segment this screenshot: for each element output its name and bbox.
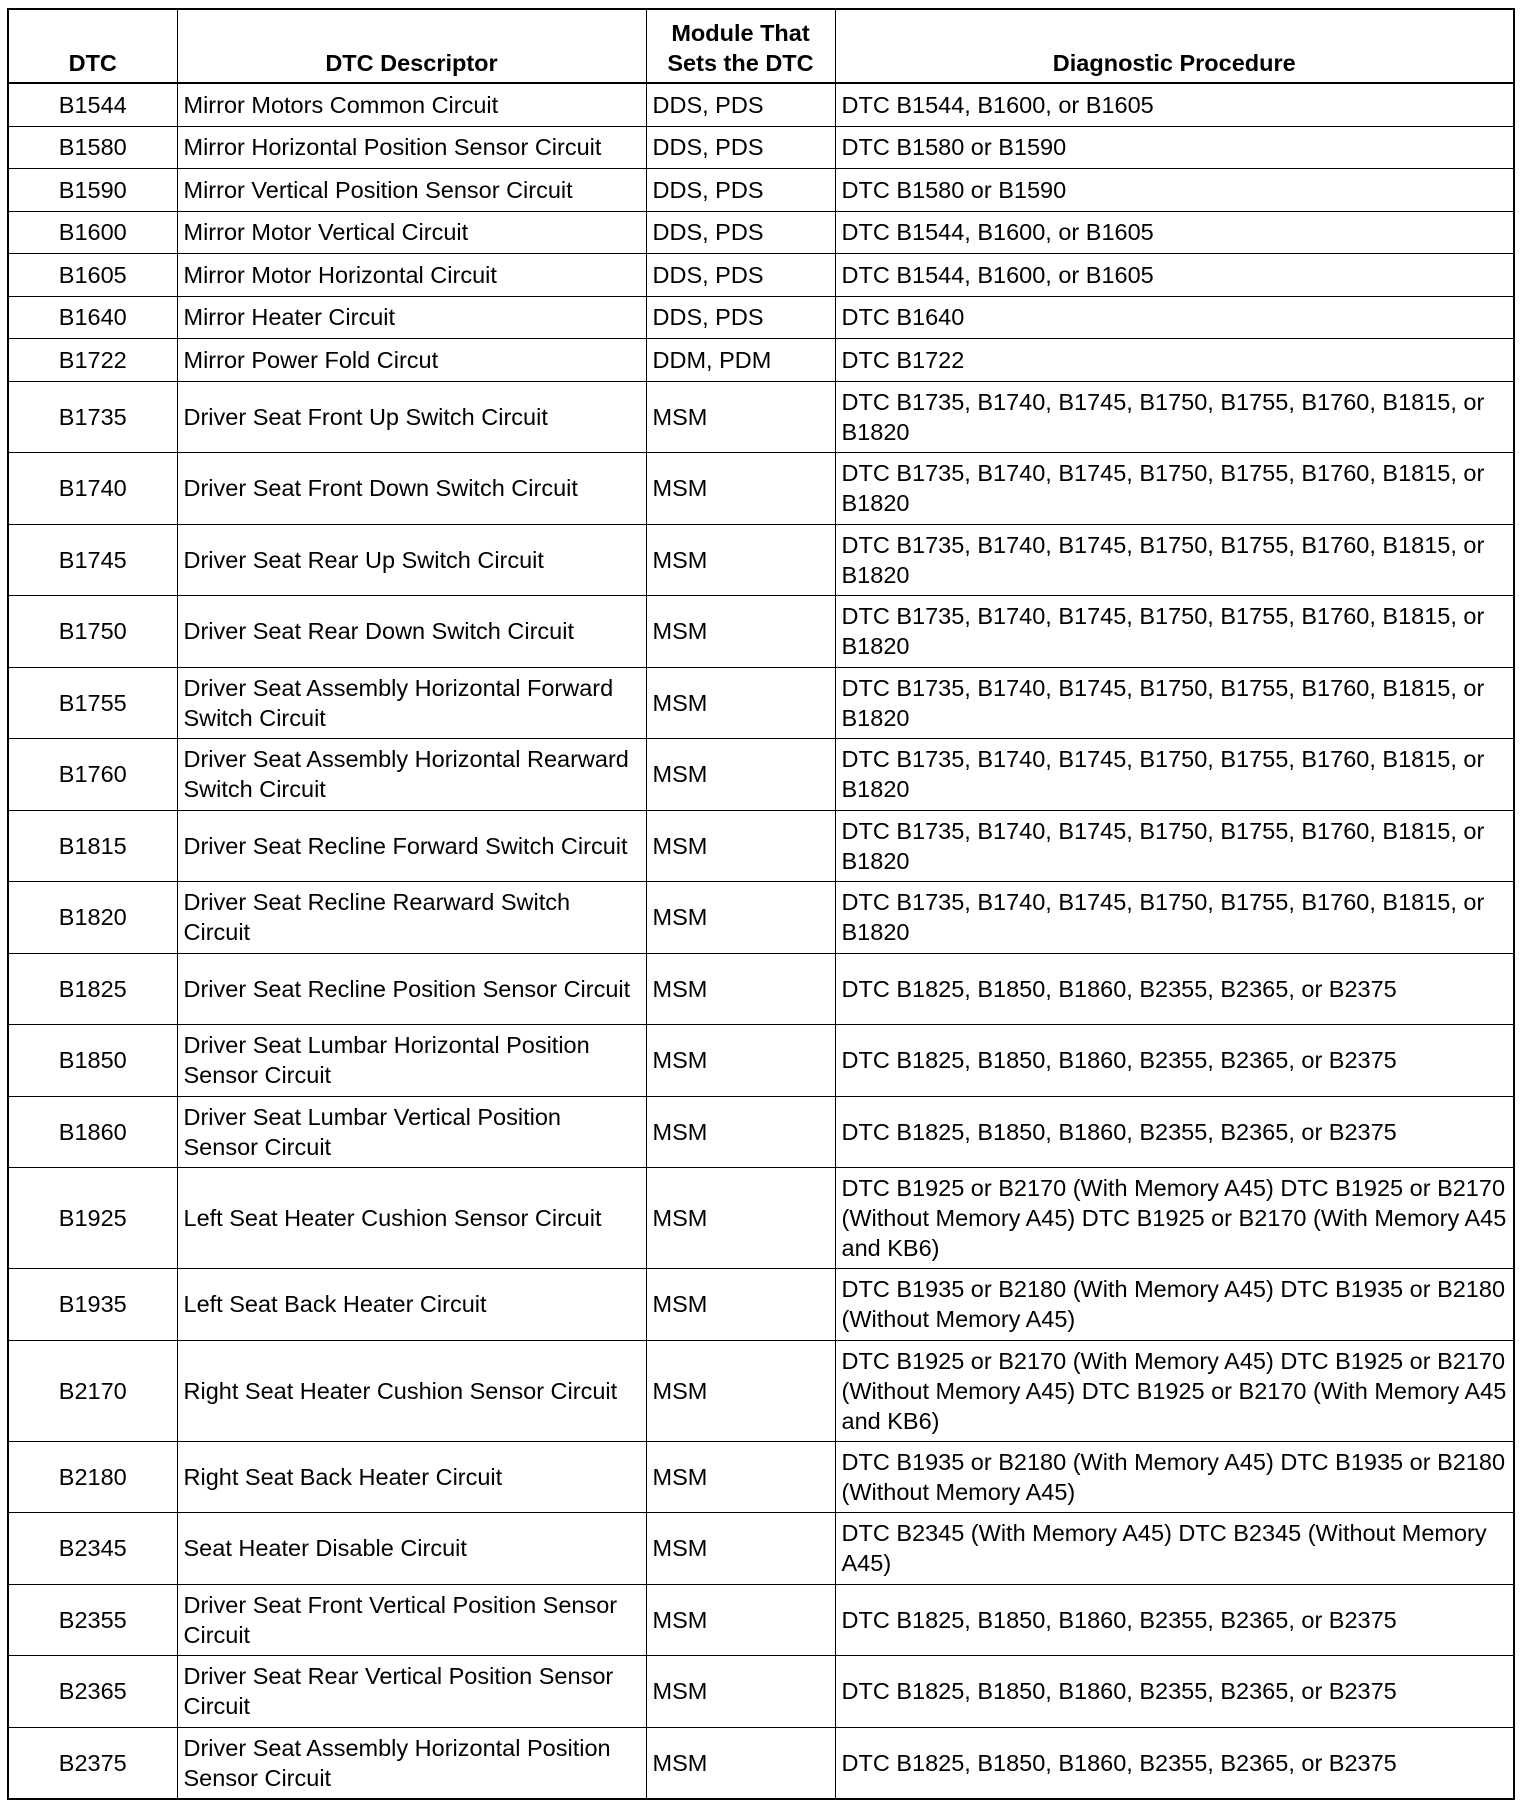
dtc-code-cell: B2180 bbox=[8, 1441, 177, 1513]
dtc-code-cell: B1735 bbox=[8, 381, 177, 453]
table-row bbox=[8, 1340, 1514, 1441]
module-cell: MSM bbox=[646, 596, 835, 668]
table-row bbox=[8, 211, 1514, 254]
diagnostic-procedure-cell: DTC B1735, B1740, B1745, B1750, B1755, B1760, B1815, or B1820 bbox=[835, 453, 1514, 525]
diagnostic-procedure-cell: DTC B1735, B1740, B1745, B1750, B1755, B1760, B1815, or B1820 bbox=[835, 739, 1514, 811]
table-row bbox=[8, 596, 1514, 668]
table-row bbox=[8, 1513, 1514, 1585]
dtc-descriptor-cell: Driver Seat Assembly Horizontal Rearward Switch Circuit bbox=[177, 739, 646, 811]
dtc-descriptor-cell: Right Seat Heater Cushion Sensor Circuit bbox=[177, 1340, 646, 1441]
diagnostic-procedure-cell: DTC B1825, B1850, B1860, B2355, B2365, or B2375 bbox=[835, 1025, 1514, 1097]
dtc-code-cell: B1590 bbox=[8, 169, 177, 212]
dtc-descriptor-cell: Driver Seat Lumbar Vertical Position Sensor Circuit bbox=[177, 1096, 646, 1168]
dtc-descriptor-cell: Mirror Vertical Position Sensor Circuit bbox=[177, 169, 646, 212]
diagnostic-procedure-cell: DTC B1825, B1850, B1860, B2355, B2365, or B2375 bbox=[835, 1656, 1514, 1728]
dtc-descriptor-cell: Mirror Horizontal Position Sensor Circuit bbox=[177, 126, 646, 169]
dtc-code-cell: B1760 bbox=[8, 739, 177, 811]
dtc-code-cell: B1820 bbox=[8, 882, 177, 954]
diagnostic-procedure-cell: DTC B1640 bbox=[835, 296, 1514, 339]
diagnostic-procedure-cell: DTC B1935 or B2180 (With Memory A45) DTC B1935 or B2180 (Without Memory A45) bbox=[835, 1269, 1514, 1341]
dtc-descriptor-cell: Driver Seat Rear Up Switch Circuit bbox=[177, 524, 646, 596]
table-row bbox=[8, 1168, 1514, 1269]
table-row bbox=[8, 1025, 1514, 1097]
dtc-code-cell: B1722 bbox=[8, 339, 177, 382]
header-descriptor bbox=[177, 9, 646, 83]
diagnostic-procedure-cell: DTC B1580 or B1590 bbox=[835, 126, 1514, 169]
dtc-descriptor-cell: Mirror Power Fold Circut bbox=[177, 339, 646, 382]
diagnostic-procedure-cell: DTC B1544, B1600, or B1605 bbox=[835, 254, 1514, 297]
dtc-code-cell: B1825 bbox=[8, 953, 177, 1025]
dtc-descriptor-cell: Driver Seat Recline Position Sensor Circuit bbox=[177, 953, 646, 1025]
module-cell: MSM bbox=[646, 453, 835, 525]
dtc-descriptor-cell: Mirror Motor Horizontal Circuit bbox=[177, 254, 646, 297]
table-row bbox=[8, 1584, 1514, 1656]
table-row bbox=[8, 1269, 1514, 1341]
dtc-code-cell: B1860 bbox=[8, 1096, 177, 1168]
dtc-descriptor-cell: Mirror Motors Common Circuit bbox=[177, 83, 646, 126]
dtc-code-cell: B2170 bbox=[8, 1340, 177, 1441]
dtc-descriptor-cell: Driver Seat Front Down Switch Circuit bbox=[177, 453, 646, 525]
dtc-table bbox=[7, 8, 1515, 1800]
dtc-code-cell: B1850 bbox=[8, 1025, 177, 1097]
dtc-code-cell: B1640 bbox=[8, 296, 177, 339]
header-module-line1: Module That bbox=[671, 20, 810, 46]
dtc-descriptor-cell: Driver Seat Assembly Horizontal Forward Switch Circuit bbox=[177, 667, 646, 739]
module-cell: MSM bbox=[646, 882, 835, 954]
module-cell: MSM bbox=[646, 1584, 835, 1656]
module-cell: MSM bbox=[646, 667, 835, 739]
header-procedure-label: Diagnostic Procedure bbox=[1052, 50, 1296, 76]
dtc-descriptor-cell: Left Seat Heater Cushion Sensor Circuit bbox=[177, 1168, 646, 1269]
module-cell: MSM bbox=[646, 1727, 835, 1799]
table-row bbox=[8, 1656, 1514, 1728]
dtc-code-cell: B1755 bbox=[8, 667, 177, 739]
dtc-descriptor-cell: Driver Seat Front Up Switch Circuit bbox=[177, 381, 646, 453]
diagnostic-procedure-cell: DTC B1925 or B2170 (With Memory A45) DTC B1925 or B2170 (Without Memory A45) DTC B1925 or B2170 (With Memory A45 and KB6) bbox=[835, 1168, 1514, 1269]
dtc-descriptor-cell: Driver Seat Front Vertical Position Sensor Circuit bbox=[177, 1584, 646, 1656]
diagnostic-procedure-cell: DTC B1735, B1740, B1745, B1750, B1755, B1760, B1815, or B1820 bbox=[835, 381, 1514, 453]
table-row bbox=[8, 739, 1514, 811]
dtc-descriptor-cell: Driver Seat Rear Down Switch Circuit bbox=[177, 596, 646, 668]
table-row bbox=[8, 339, 1514, 382]
module-cell: MSM bbox=[646, 739, 835, 811]
diagnostic-procedure-cell: DTC B1925 or B2170 (With Memory A45) DTC B1925 or B2170 (Without Memory A45) DTC B1925 or B2170 (With Memory A45 and KB6) bbox=[835, 1340, 1514, 1441]
header-procedure bbox=[835, 9, 1514, 83]
table-row bbox=[8, 810, 1514, 882]
table-row bbox=[8, 953, 1514, 1025]
diagnostic-procedure-cell: DTC B1735, B1740, B1745, B1750, B1755, B1760, B1815, or B1820 bbox=[835, 810, 1514, 882]
dtc-code-cell: B1600 bbox=[8, 211, 177, 254]
module-cell: MSM bbox=[646, 1513, 835, 1585]
header-dtc bbox=[8, 9, 177, 83]
dtc-code-cell: B1580 bbox=[8, 126, 177, 169]
table-row bbox=[8, 254, 1514, 297]
table-row bbox=[8, 1441, 1514, 1513]
diagnostic-procedure-cell: DTC B1735, B1740, B1745, B1750, B1755, B1760, B1815, or B1820 bbox=[835, 882, 1514, 954]
dtc-descriptor-cell: Driver Seat Recline Forward Switch Circuit bbox=[177, 810, 646, 882]
table-row bbox=[8, 882, 1514, 954]
diagnostic-procedure-cell: DTC B1825, B1850, B1860, B2355, B2365, or B2375 bbox=[835, 1096, 1514, 1168]
dtc-descriptor-cell: Mirror Motor Vertical Circuit bbox=[177, 211, 646, 254]
table-header-row bbox=[8, 9, 1514, 83]
dtc-descriptor-cell: Driver Seat Recline Rearward Switch Circuit bbox=[177, 882, 646, 954]
dtc-code-cell: B2375 bbox=[8, 1727, 177, 1799]
dtc-descriptor-cell: Right Seat Back Heater Circuit bbox=[177, 1441, 646, 1513]
module-cell: MSM bbox=[646, 810, 835, 882]
table-row bbox=[8, 83, 1514, 126]
module-cell: MSM bbox=[646, 1340, 835, 1441]
dtc-code-cell: B1740 bbox=[8, 453, 177, 525]
table-row bbox=[8, 453, 1514, 525]
table-row bbox=[8, 524, 1514, 596]
diagnostic-procedure-cell: DTC B1935 or B2180 (With Memory A45) DTC B1935 or B2180 (Without Memory A45) bbox=[835, 1441, 1514, 1513]
diagnostic-procedure-cell: DTC B1580 or B1590 bbox=[835, 169, 1514, 212]
module-cell: MSM bbox=[646, 1441, 835, 1513]
diagnostic-procedure-cell: DTC B1825, B1850, B1860, B2355, B2365, or B2375 bbox=[835, 1727, 1514, 1799]
table-row bbox=[8, 296, 1514, 339]
dtc-code-cell: B1925 bbox=[8, 1168, 177, 1269]
table-row bbox=[8, 1096, 1514, 1168]
dtc-descriptor-cell: Driver Seat Assembly Horizontal Position Sensor Circuit bbox=[177, 1727, 646, 1799]
header-module bbox=[646, 9, 835, 83]
dtc-code-cell: B1750 bbox=[8, 596, 177, 668]
table-row bbox=[8, 169, 1514, 212]
table-body bbox=[8, 83, 1514, 1799]
module-cell: MSM bbox=[646, 1096, 835, 1168]
module-cell: DDS, PDS bbox=[646, 83, 835, 126]
diagnostic-procedure-cell: DTC B1825, B1850, B1860, B2355, B2365, or B2375 bbox=[835, 953, 1514, 1025]
diagnostic-procedure-cell: DTC B1735, B1740, B1745, B1750, B1755, B1760, B1815, or B1820 bbox=[835, 524, 1514, 596]
module-cell: DDS, PDS bbox=[646, 211, 835, 254]
diagnostic-procedure-cell: DTC B1544, B1600, or B1605 bbox=[835, 83, 1514, 126]
dtc-code-cell: B2355 bbox=[8, 1584, 177, 1656]
module-cell: MSM bbox=[646, 953, 835, 1025]
dtc-descriptor-cell: Driver Seat Lumbar Horizontal Position Sensor Circuit bbox=[177, 1025, 646, 1097]
module-cell: MSM bbox=[646, 1656, 835, 1728]
dtc-code-cell: B1605 bbox=[8, 254, 177, 297]
module-cell: DDM, PDM bbox=[646, 339, 835, 382]
diagnostic-procedure-cell: DTC B1544, B1600, or B1605 bbox=[835, 211, 1514, 254]
table-row bbox=[8, 1727, 1514, 1799]
module-cell: MSM bbox=[646, 1168, 835, 1269]
module-cell: DDS, PDS bbox=[646, 296, 835, 339]
dtc-code-cell: B2345 bbox=[8, 1513, 177, 1585]
dtc-descriptor-cell: Driver Seat Rear Vertical Position Sensor Circuit bbox=[177, 1656, 646, 1728]
dtc-descriptor-cell: Mirror Heater Circuit bbox=[177, 296, 646, 339]
dtc-code-cell: B1935 bbox=[8, 1269, 177, 1341]
module-cell: MSM bbox=[646, 1025, 835, 1097]
dtc-code-cell: B1815 bbox=[8, 810, 177, 882]
module-cell: MSM bbox=[646, 381, 835, 453]
diagnostic-procedure-cell: DTC B1722 bbox=[835, 339, 1514, 382]
dtc-code-cell: B2365 bbox=[8, 1656, 177, 1728]
table-row bbox=[8, 126, 1514, 169]
module-cell: DDS, PDS bbox=[646, 126, 835, 169]
header-module-line2: Sets the DTC bbox=[667, 50, 814, 76]
dtc-descriptor-cell: Left Seat Back Heater Circuit bbox=[177, 1269, 646, 1341]
module-cell: DDS, PDS bbox=[646, 254, 835, 297]
diagnostic-procedure-cell: DTC B2345 (With Memory A45) DTC B2345 (Without Memory A45) bbox=[835, 1513, 1514, 1585]
module-cell: MSM bbox=[646, 1269, 835, 1341]
table-row bbox=[8, 381, 1514, 453]
dtc-descriptor-cell: Seat Heater Disable Circuit bbox=[177, 1513, 646, 1585]
diagnostic-procedure-cell: DTC B1735, B1740, B1745, B1750, B1755, B1760, B1815, or B1820 bbox=[835, 667, 1514, 739]
dtc-code-cell: B1544 bbox=[8, 83, 177, 126]
module-cell: DDS, PDS bbox=[646, 169, 835, 212]
header-dtc-label: DTC bbox=[68, 50, 117, 76]
dtc-code-cell: B1745 bbox=[8, 524, 177, 596]
diagnostic-procedure-cell: DTC B1735, B1740, B1745, B1750, B1755, B1760, B1815, or B1820 bbox=[835, 596, 1514, 668]
diagnostic-procedure-cell: DTC B1825, B1850, B1860, B2355, B2365, or B2375 bbox=[835, 1584, 1514, 1656]
header-descriptor-label: DTC Descriptor bbox=[325, 50, 498, 76]
module-cell: MSM bbox=[646, 524, 835, 596]
table-row bbox=[8, 667, 1514, 739]
